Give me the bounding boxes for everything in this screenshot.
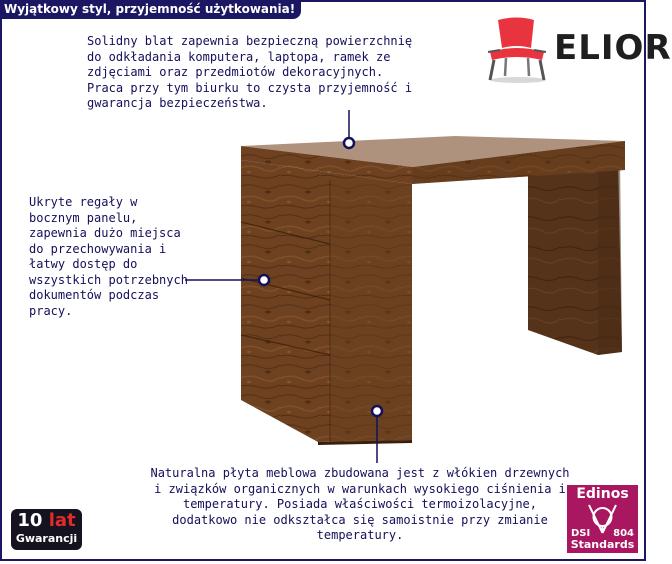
certificate-right-code: 804 <box>613 528 634 539</box>
brand-logo <box>484 14 672 84</box>
warranty-years: 10 <box>17 510 43 531</box>
certificate-badge <box>567 485 638 553</box>
warranty-unit: lat <box>48 510 76 531</box>
callout-dot-top <box>344 138 354 148</box>
warranty-label: Gwarancji <box>15 532 78 545</box>
callout-dot-bottom <box>372 406 382 416</box>
certificate-left-code: DSI <box>571 528 591 539</box>
callout-dot-left <box>259 275 269 285</box>
description-top: Solidny blat zapewnia bezpieczną powierzchnię do odkładania komputera, laptopa, ramek ze zdjęciami oraz przedmiotów dekoracyjnych. Praca przy tym biurku to czysta przyjemność i gwarancja bezpieczeństwa. <box>87 34 413 110</box>
chair-icon <box>484 14 550 84</box>
description-bottom: Naturalna płyta meblowa zbudowana jest z włókien drzewnych i związków organicznych w warunkach wysokiego ciśnienia i temperatury. Posiada właściwości termoizolacyjne, dodatkowo nie odkształca się samoistnie przy zmianie temperatury. <box>150 466 570 542</box>
certificate-brand: Edinos <box>576 486 629 502</box>
warranty-badge <box>11 509 82 550</box>
brand-name: ELIOR <box>554 28 672 68</box>
page-header: Wyjątkowy styl, przyjemność użytkowania! <box>0 0 301 19</box>
description-left: Ukryte regały w bocznym panelu, zapewnia dużo miejsca do przechowywania i łatwy dostęp do wszystkich potrzebnych dokumentów podczas pracy. <box>29 195 188 318</box>
certificate-label: Standards <box>570 538 635 551</box>
